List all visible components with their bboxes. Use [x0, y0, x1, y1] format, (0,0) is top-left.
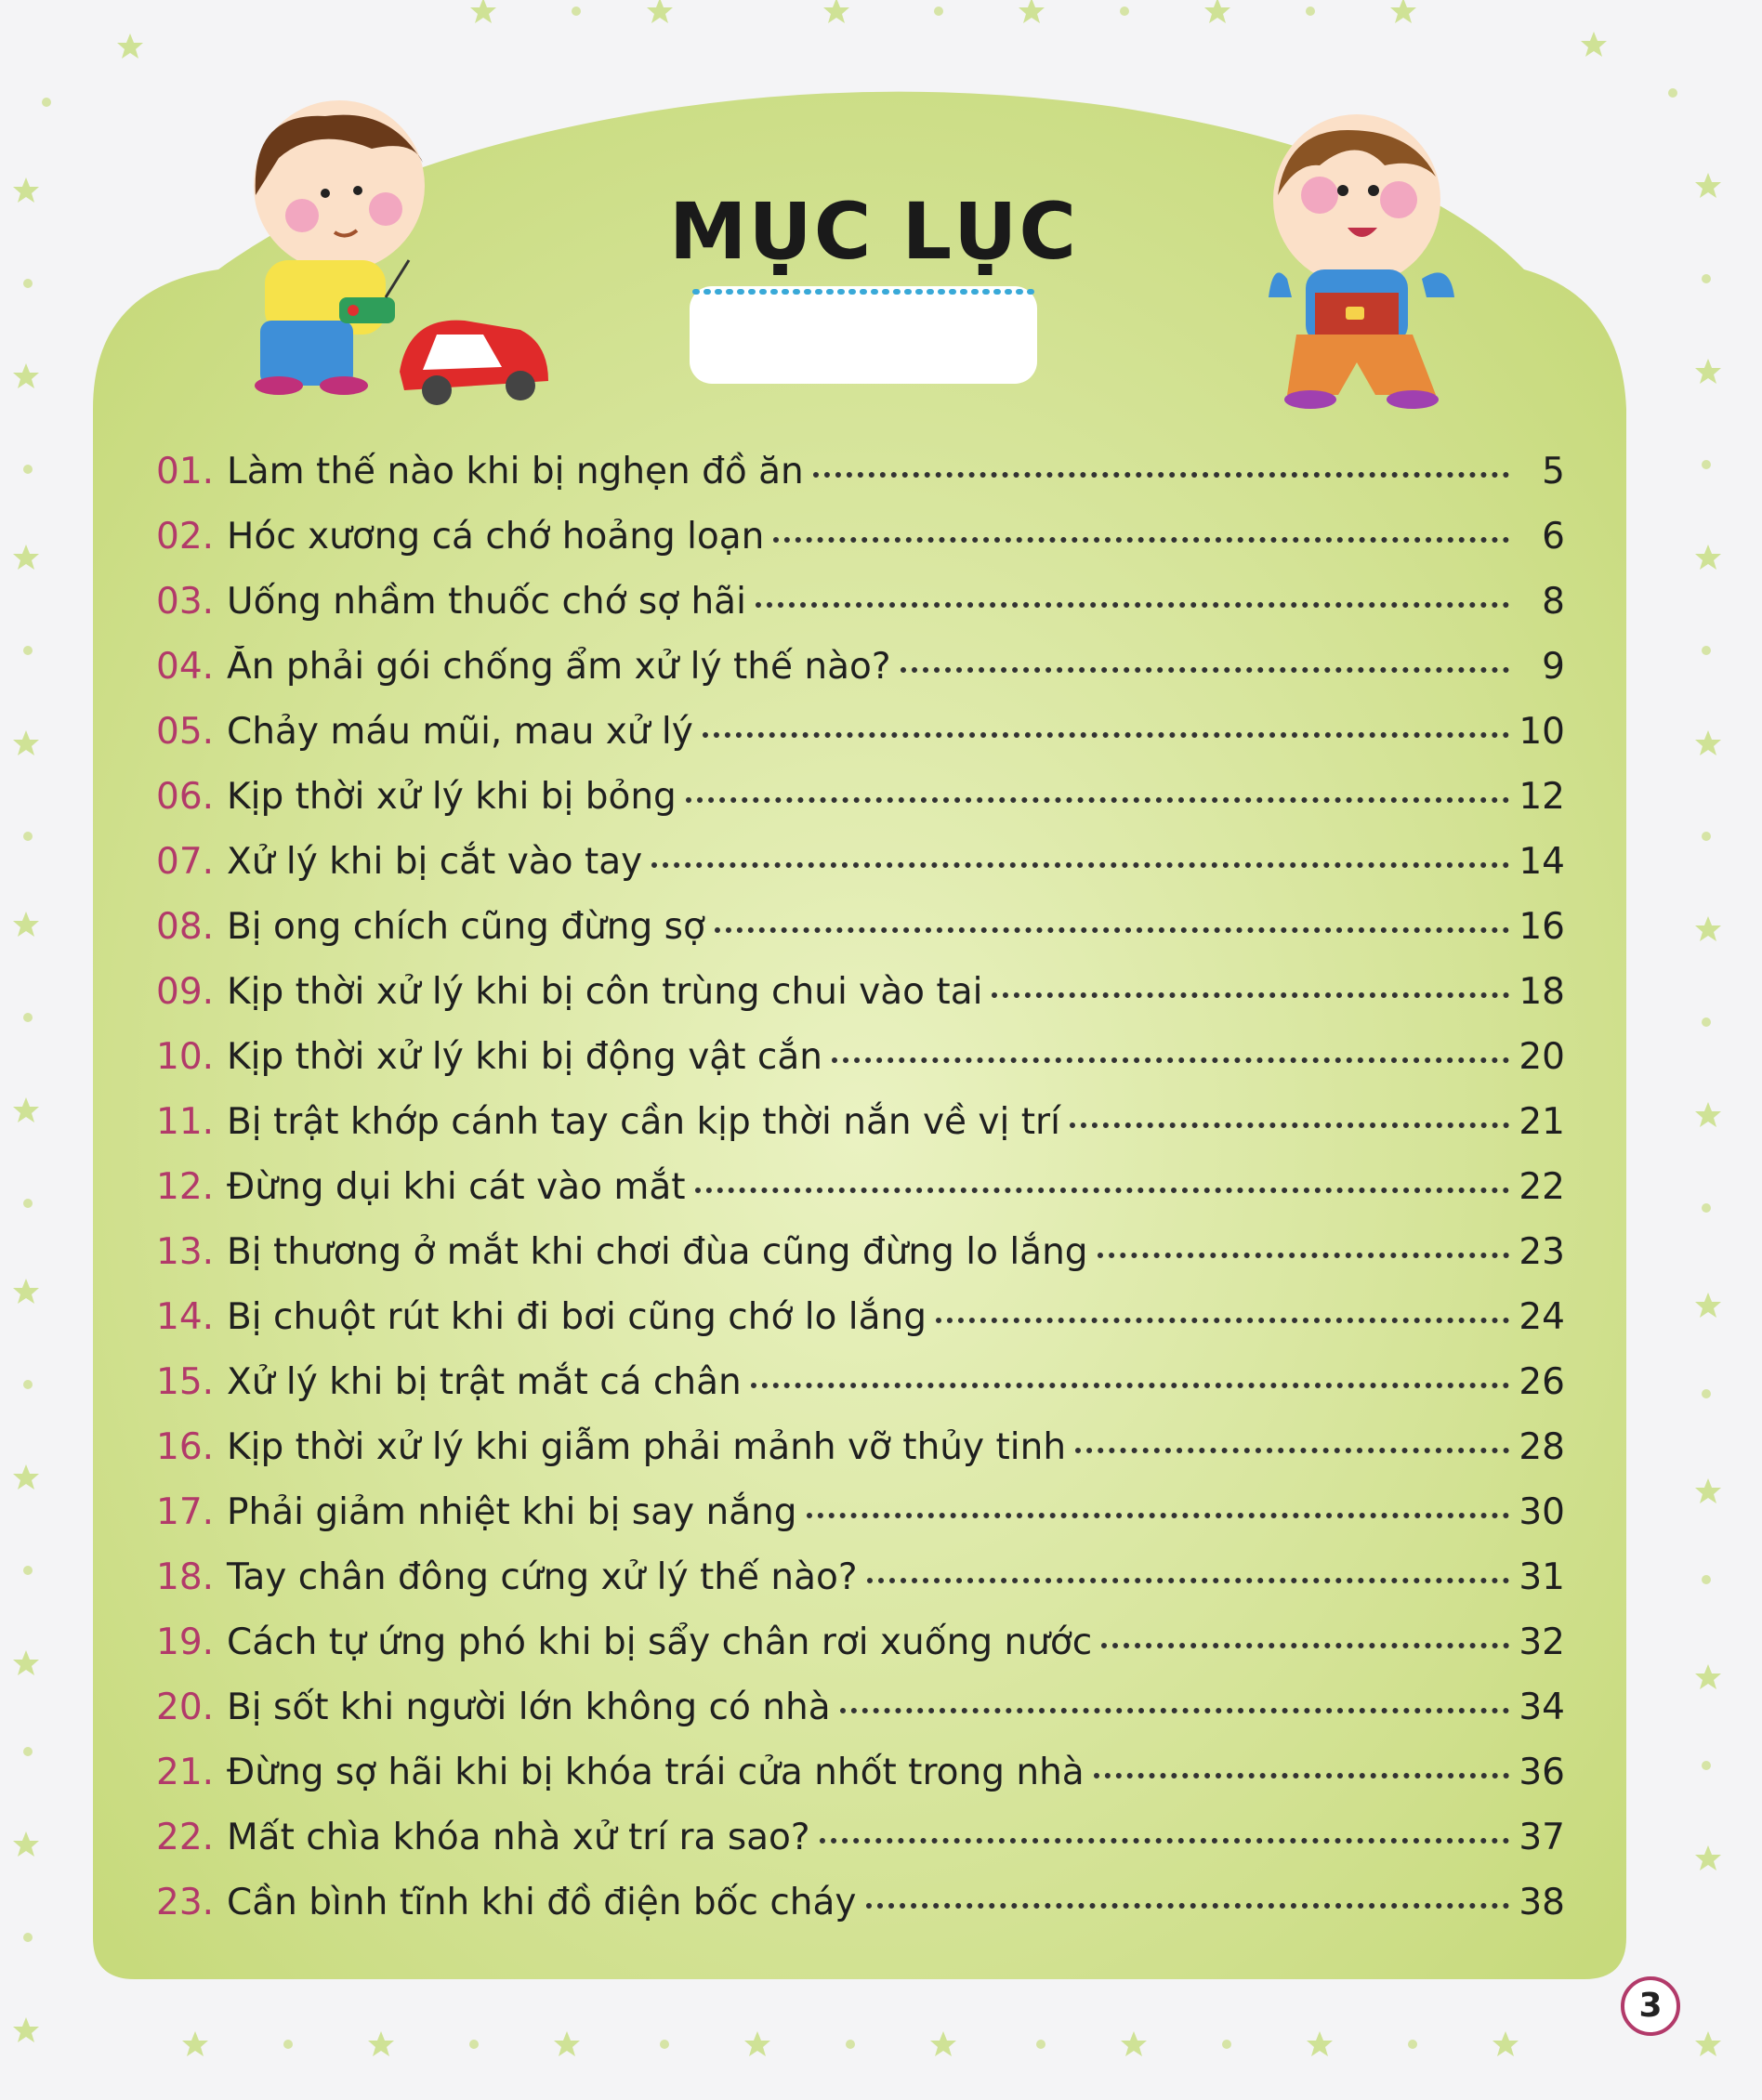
toc-entry-title: Mất chìa khóa nhà xử trí ra sao? — [227, 1817, 810, 1858]
toc-entry — [156, 1361, 1565, 1426]
toc-entry-title: Ăn phải gói chống ẩm xử lý thế nào? — [227, 646, 891, 688]
toc-dot-leader — [703, 732, 1509, 738]
toc-entry-page: 12 — [1519, 776, 1565, 818]
toc-entry-page: 37 — [1519, 1817, 1565, 1858]
toc-entry-title: Làm thế nào khi bị nghẹn đồ ăn — [227, 451, 804, 492]
toc-dot-leader — [807, 1513, 1509, 1518]
toc-entry-page: 20 — [1519, 1036, 1565, 1078]
toc-entry-number: 06. — [156, 776, 215, 818]
toc-entry — [156, 906, 1565, 971]
toc-entry — [156, 1101, 1565, 1166]
toc-entry — [156, 516, 1565, 581]
toc-entry-title: Phải giảm nhiệt khi bị say nắng — [227, 1491, 797, 1533]
toc-dot-leader — [840, 1708, 1509, 1713]
toc-entry — [156, 1556, 1565, 1621]
toc-entry — [156, 1687, 1565, 1752]
toc-entry-title: Hóc xương cá chớ hoảng loạn — [227, 516, 765, 558]
toc-entry — [156, 646, 1565, 711]
toc-entry-number: 21. — [156, 1752, 215, 1793]
toc-dot-leader — [773, 537, 1509, 543]
toc-entry — [156, 1882, 1565, 1947]
toc-entry — [156, 1752, 1565, 1817]
toc-entry-page: 18 — [1519, 971, 1565, 1013]
toc-entry-page: 26 — [1519, 1361, 1565, 1403]
toc-entry-number: 13. — [156, 1231, 215, 1273]
toc-entry-title: Bị sốt khi người lớn không có nhà — [227, 1687, 831, 1728]
toc-entry-page: 21 — [1519, 1101, 1565, 1143]
toc-entry — [156, 581, 1565, 646]
toc-entry-number: 02. — [156, 516, 215, 558]
toc-entry — [156, 1036, 1565, 1101]
title-tab — [690, 286, 1037, 384]
toc-entry — [156, 1426, 1565, 1491]
toc-entry-title: Xử lý khi bị trật mắt cá chân — [227, 1361, 742, 1403]
toc-entry-title: Kịp thời xử lý khi bị côn trùng chui vào tai — [227, 971, 983, 1013]
toc-entry-number: 08. — [156, 906, 215, 948]
toc-entry-number: 14. — [156, 1296, 215, 1338]
toc-dot-leader — [756, 602, 1509, 608]
toc-entry — [156, 776, 1565, 841]
toc-list — [156, 451, 1565, 1947]
toc-dot-leader — [901, 667, 1509, 673]
toc-entry-number: 19. — [156, 1621, 215, 1663]
toc-entry-title: Cần bình tĩnh khi đồ điện bốc cháy — [227, 1882, 857, 1923]
toc-entry-page: 28 — [1519, 1426, 1565, 1468]
toc-entry-page: 14 — [1519, 841, 1565, 883]
toc-dot-leader — [751, 1383, 1509, 1388]
toc-dot-leader — [695, 1188, 1509, 1193]
toc-entry-page: 36 — [1519, 1752, 1565, 1793]
toc-entry-title: Xử lý khi bị cắt vào tay — [227, 841, 643, 883]
toc-entry-number: 16. — [156, 1426, 215, 1468]
toc-entry-number: 20. — [156, 1687, 215, 1728]
toc-entry-number: 12. — [156, 1166, 215, 1208]
toc-entry-title: Kịp thời xử lý khi bị bỏng — [227, 776, 677, 818]
toc-entry-page: 8 — [1542, 581, 1565, 623]
toc-entry — [156, 451, 1565, 516]
toc-entry-number: 22. — [156, 1817, 215, 1858]
toc-entry-title: Tay chân đông cứng xử lý thế nào? — [227, 1556, 858, 1598]
toc-dot-leader — [832, 1057, 1509, 1063]
toc-entry — [156, 841, 1565, 906]
toc-entry-number: 15. — [156, 1361, 215, 1403]
toc-entry-number: 17. — [156, 1491, 215, 1533]
toc-entry-page: 38 — [1519, 1882, 1565, 1923]
toc-dot-leader — [813, 472, 1509, 478]
toc-entry — [156, 1817, 1565, 1882]
toc-dot-leader — [1070, 1122, 1509, 1128]
toc-entry-page: 5 — [1542, 451, 1565, 492]
toc-entry-number: 23. — [156, 1882, 215, 1923]
toc-entry-number: 04. — [156, 646, 215, 688]
toc-entry-page: 31 — [1519, 1556, 1565, 1598]
toc-entry — [156, 1231, 1565, 1296]
toc-entry-title: Bị trật khớp cánh tay cần kịp thời nắn về vị trí — [227, 1101, 1060, 1143]
toc-entry-page: 24 — [1519, 1296, 1565, 1338]
toc-entry-page: 30 — [1519, 1491, 1565, 1533]
toc-dot-leader — [1094, 1773, 1509, 1778]
toc-entry-page: 10 — [1519, 711, 1565, 753]
toc-dot-leader — [866, 1903, 1509, 1909]
toc-entry-number: 09. — [156, 971, 215, 1013]
page-number-badge: 3 — [1621, 1976, 1680, 2036]
toc-dot-leader — [1075, 1448, 1509, 1453]
toc-dot-leader — [686, 797, 1509, 803]
toc-entry-page: 34 — [1519, 1687, 1565, 1728]
toc-dot-leader — [992, 992, 1509, 998]
toc-entry-number: 01. — [156, 451, 215, 492]
toc-entry-title: Chảy máu mũi, mau xử lý — [227, 711, 693, 753]
toc-entry-page: 16 — [1519, 906, 1565, 948]
toc-entry — [156, 1621, 1565, 1687]
toc-entry-page: 9 — [1542, 646, 1565, 688]
toc-entry-page: 23 — [1519, 1231, 1565, 1273]
page-title: MỤC LỤC — [668, 186, 1079, 277]
toc-entry-page: 22 — [1519, 1166, 1565, 1208]
toc-entry-title: Uống nhầm thuốc chớ sợ hãi — [227, 581, 746, 623]
toc-dot-leader — [936, 1318, 1509, 1323]
toc-entry-title: Cách tự ứng phó khi bị sẩy chân rơi xuống nước — [227, 1621, 1093, 1663]
toc-dot-leader — [820, 1838, 1509, 1844]
toc-entry-number: 10. — [156, 1036, 215, 1078]
toc-entry — [156, 971, 1565, 1036]
toc-entry-title: Bị chuột rút khi đi bơi cũng chớ lo lắng — [227, 1296, 927, 1338]
toc-entry — [156, 1296, 1565, 1361]
toc-entry-title: Bị ong chích cũng đừng sợ — [227, 906, 705, 948]
toc-dot-leader — [651, 862, 1509, 868]
toc-entry-title: Bị thương ở mắt khi chơi đùa cũng đừng lo lắng — [227, 1231, 1088, 1273]
toc-entry — [156, 1491, 1565, 1556]
toc-entry-number: 07. — [156, 841, 215, 883]
toc-dot-leader — [867, 1578, 1509, 1583]
toc-entry — [156, 711, 1565, 776]
toc-dot-leader — [1101, 1643, 1509, 1648]
toc-entry-title: Kịp thời xử lý khi bị động vật cắn — [227, 1036, 822, 1078]
toc-entry-number: 18. — [156, 1556, 215, 1598]
toc-entry-page: 6 — [1542, 516, 1565, 558]
toc-entry-title: Kịp thời xử lý khi giẫm phải mảnh vỡ thủy tinh — [227, 1426, 1067, 1468]
toc-entry-title: Đừng sợ hãi khi bị khóa trái cửa nhốt trong nhà — [227, 1752, 1085, 1793]
toc-entry-number: 05. — [156, 711, 215, 753]
toc-entry-page: 32 — [1519, 1621, 1565, 1663]
toc-entry-number: 11. — [156, 1101, 215, 1143]
toc-dot-leader — [715, 927, 1509, 933]
toc-dot-leader — [1098, 1253, 1509, 1258]
toc-entry-number: 03. — [156, 581, 215, 623]
toc-entry — [156, 1166, 1565, 1231]
toc-entry-title: Đừng dụi khi cát vào mắt — [227, 1166, 686, 1208]
